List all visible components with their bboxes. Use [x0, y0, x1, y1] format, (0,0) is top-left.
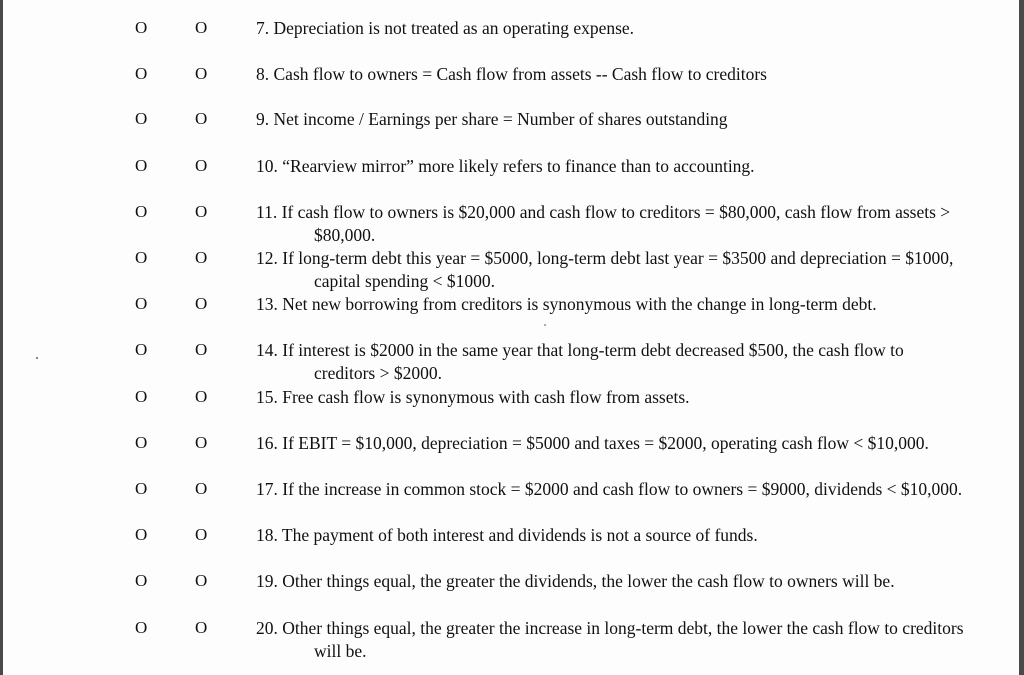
question-text: 12. If long-term debt this year = $5000, long-term debt last year = $3500 and depreciation = $1000, capital spending < $1000.: [256, 248, 954, 291]
answer-bubble-false[interactable]: O: [195, 479, 208, 498]
answer-bubble-false[interactable]: O: [195, 340, 208, 359]
scan-speck: [544, 324, 546, 326]
answer-bubble-true[interactable]: O: [135, 618, 148, 637]
answer-bubble-false[interactable]: O: [195, 618, 208, 637]
answer-bubble-true[interactable]: O: [135, 433, 148, 452]
answer-bubble-false[interactable]: O: [195, 156, 208, 175]
answer-bubble-true[interactable]: O: [135, 18, 148, 37]
answer-bubble-false[interactable]: O: [195, 248, 208, 267]
answer-bubble-true[interactable]: O: [135, 387, 148, 406]
answer-bubble-false[interactable]: O: [195, 387, 208, 406]
left-frame-border: [0, 0, 3, 675]
question-text: 17. If the increase in common stock = $2000 and cash flow to owners = $9000, dividends < $10,000.: [256, 479, 963, 499]
question-text: 16. If EBIT = $10,000, depreciation = $5000 and taxes = $2000, operating cash flow < $10,000.: [256, 433, 929, 453]
answer-bubble-true[interactable]: O: [135, 479, 148, 498]
answer-bubble-false[interactable]: O: [195, 433, 208, 452]
answer-bubble-true[interactable]: O: [135, 294, 148, 313]
answer-bubble-true[interactable]: O: [135, 525, 148, 544]
answer-bubble-true[interactable]: O: [135, 64, 148, 83]
question-text: 11. If cash flow to owners is $20,000 and cash flow to creditors = $80,000, cash flow from assets > $80,000.: [256, 202, 951, 245]
question-text: 19. Other things equal, the greater the dividends, the lower the cash flow to owners will be.: [256, 571, 895, 591]
answer-bubble-false[interactable]: O: [195, 202, 208, 221]
answer-bubble-false[interactable]: O: [195, 294, 208, 313]
question-text: 10. “Rearview mirror” more likely refers to finance than to accounting.: [256, 156, 755, 176]
question-text: 9. Net income / Earnings per share = Number of shares outstanding: [256, 109, 728, 129]
answer-bubble-true[interactable]: O: [135, 156, 148, 175]
answer-bubble-true[interactable]: O: [135, 248, 148, 267]
question-text: 14. If interest is $2000 in the same year that long-term debt decreased $500, the cash flow to creditors > $2000.: [256, 340, 904, 383]
answer-bubble-true[interactable]: O: [135, 340, 148, 359]
question-text: 15. Free cash flow is synonymous with cash flow from assets.: [256, 387, 690, 407]
question-text: 8. Cash flow to owners = Cash flow from assets -- Cash flow to creditors: [256, 64, 767, 84]
answer-bubble-false[interactable]: O: [195, 571, 208, 590]
question-text: 18. The payment of both interest and dividends is not a source of funds.: [256, 525, 758, 545]
question-text: 13. Net new borrowing from creditors is synonymous with the change in long-term debt.: [256, 294, 877, 314]
answer-bubble-true[interactable]: O: [135, 571, 148, 590]
answer-bubble-false[interactable]: O: [195, 525, 208, 544]
answer-bubble-false[interactable]: O: [195, 109, 208, 128]
answer-bubble-true[interactable]: O: [135, 202, 148, 221]
scan-speck: [36, 357, 38, 359]
question-text: 7. Depreciation is not treated as an operating expense.: [256, 18, 635, 38]
answer-bubble-false[interactable]: O: [195, 18, 208, 37]
question-text: 20. Other things equal, the greater the increase in long-term debt, the lower the cash flow to creditors will be.: [256, 618, 964, 661]
answer-bubble-false[interactable]: O: [195, 64, 208, 83]
answer-bubble-true[interactable]: O: [135, 109, 148, 128]
right-frame-border: [1019, 0, 1024, 675]
